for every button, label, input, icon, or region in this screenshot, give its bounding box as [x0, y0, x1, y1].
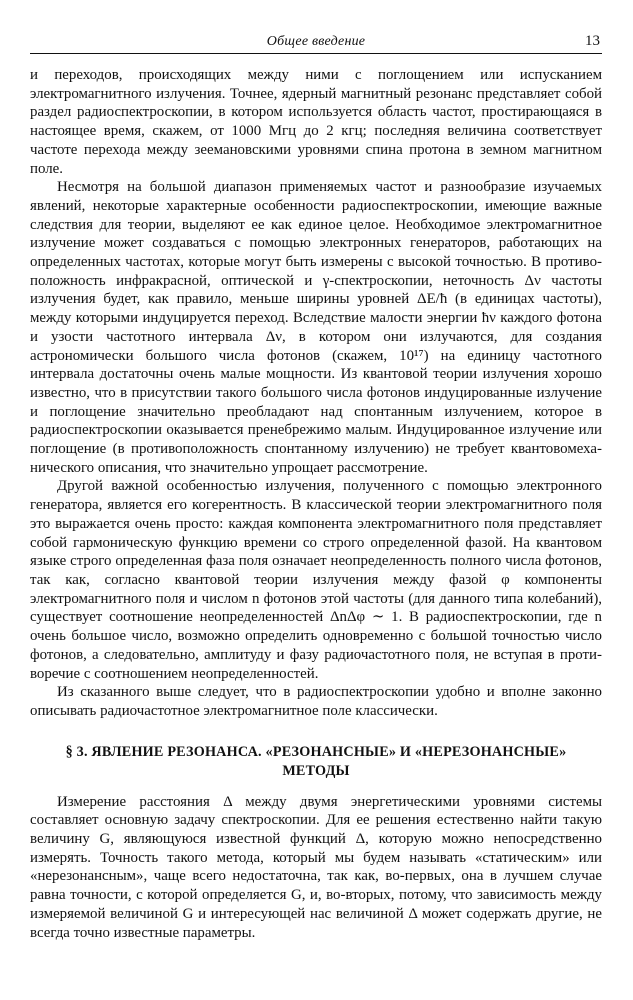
running-header	[30, 0, 602, 52]
paragraph-continued: и переходов, происходящих между ними с поглощением или испусканием электромагнитного излучения. Точнее, ядерный магнитный резонанс представляет собой раздел радиоспектроскопии, в котором используется область частот, простирающаяся в настоящее время, скажем, от 1000 Мгц до 2 кгц; последняя величина соответствует частоте перехода между зеемановскими уровнями спина протона в земном магнитном поле.	[30, 67, 602, 177]
page-number: 13	[585, 33, 600, 49]
paragraph-conclusion: Из сказанного выше следует, что в радиоспектроскопии удобно и вполне законно описывать радиочастотное электромагнитное поле классически.	[30, 684, 602, 719]
section-heading	[30, 743, 602, 781]
paragraph-features: Несмотря на большой диапазон применяемых частот и разнообразие изучаемых явлений, некоторые характерные особенности радиоспектроскопии, имеющие важные следствия для теории, выделяют ее как единое целое. Необходимое электромагнитное излучение может создаваться с помощью электронных генераторов, работающих на определенных частотах, которые могут быть измерены с высокой точностью. В противоположность инфракрасной, оптической и γ-спектроскопии, неточность Δν частоты излучения будет, как правило, меньше ширины уровней ΔE/ħ (в единицах частоты), между которыми индуцируется переход. Вследствие малости энергии ħν каждого фотона и узости частотного интервала Δν, в котором они излучаются, для создания астрономически большого числа фотонов (скажем, 10¹⁷) на единицу частотного интервала достаточны очень малые мощности. Из квантовой теории излучения хорошо известно, что в присутствии такого большого числа фотонов индуцированные излучение и поглощение значительно преобладают над спонтанным излучением, которое в радиоспектроскопии оказывается пренебрежимо малым. Индуцированное излучение или поглощение (в противоположность спонтанному излучению) не требует квантовомеханического описания, что значительно упрощает рассмотрение.	[30, 179, 602, 476]
paragraph-coherence: Другой важной особенностью излучения, полученного с помощью электронного генератора, является его когерентность. В классической теории электромагнитного поля это выражается очень просто: каждая компонента электромагнитного поля представляет собой гармоническую функцию времени со строго определенной фазой. На квантовом языке строго определенная фаза поля означает неопределенность полного числа фотонов, так как, согласно квантовой теории излучения между фазой φ компоненты электромагнитного поля и числом n фотонов этой частоты (для данного типа колебаний), существует соотношение неопределенностей ΔnΔφ ∼ 1. В радиоспектроскопии, где n очень большое число, возможно определить одновременно с большой точностью число фотонов, а следовательно, амплитуду и фазу радиочастотного поля, не вступая в противоречие с соотношением неопределенностей.	[30, 478, 602, 682]
body-text	[30, 66, 602, 942]
section-heading-line-2: МЕТОДЫ	[282, 762, 350, 779]
running-title: Общее введение	[266, 34, 366, 49]
paragraph-section-intro: Измерение расстояния Δ между двумя энергетическими уровнями системы составляет основную задачу спектроскопии. Для ее решения естественно найти такую величину G, являющуюся известной функций Δ, которую можно непосредственно измерять. Точность такого метода, который мы будем называть «статическим» или «нерезонансным», чаще всего недостаточна, так как, во-первых, она в лучшем случае равна точности, с которой определяется G, и, во-вторых, потому, что зависимость между измеряемой величиной G и интересующей нас величиной Δ может содержать другие, не всегда точно известные параметры.	[30, 793, 602, 941]
book-page	[30, 0, 602, 942]
section-heading-line-1: § 3. ЯВЛЕНИЕ РЕЗОНАНСА. «РЕЗОНАНСНЫЕ» И «НЕРЕЗОНАНСНЫЕ»	[65, 743, 567, 760]
header-rule	[30, 53, 602, 54]
